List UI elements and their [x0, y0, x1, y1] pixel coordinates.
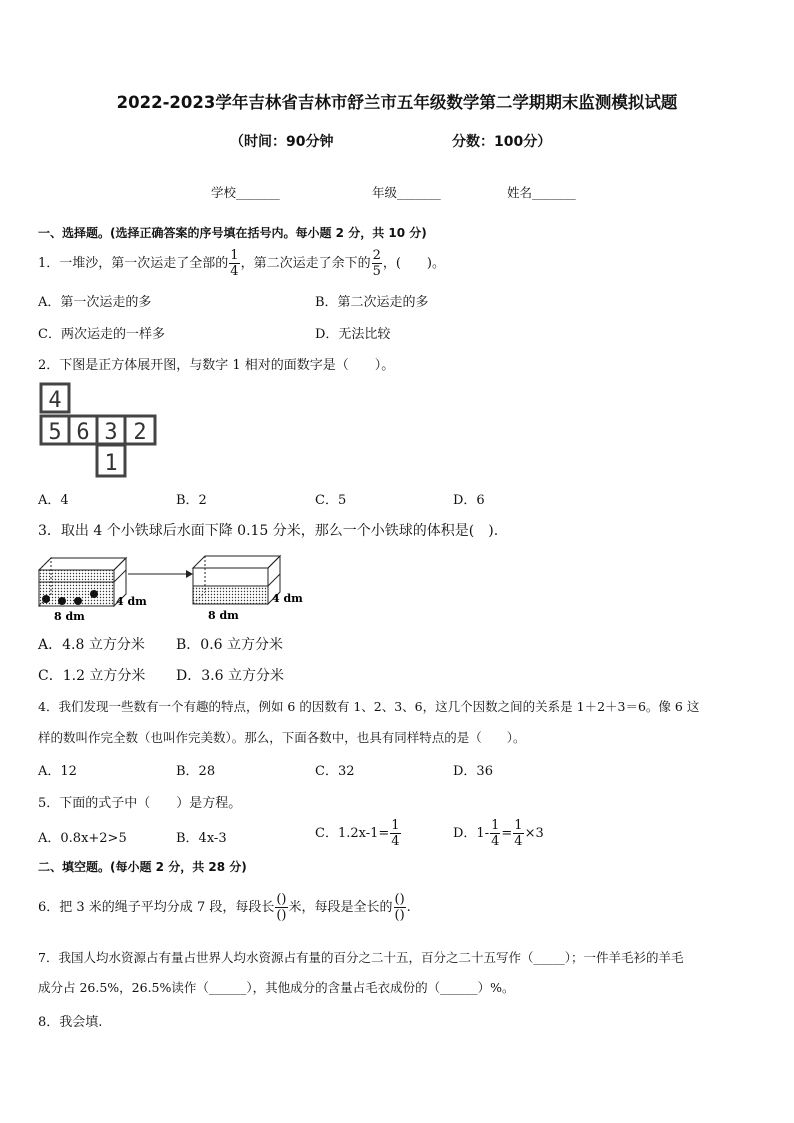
name-field: 姓名_______ — [507, 185, 576, 200]
net-number: 3 — [104, 420, 118, 445]
q4-option-c: C．32 — [315, 764, 355, 779]
question-7-line-1: 7．我国人均水资源占有量占世界人均水资源占有量的百分之二十五，百分之二十五写作（_____）；一件羊毛衫的羊毛 — [38, 950, 684, 965]
q3-option-a: A．4.8 立方分米 — [38, 637, 145, 653]
q1-option-c: C．两次运走的一样多 — [38, 327, 165, 342]
answer-fraction-blank: $\frac{()}{()}$ — [394, 892, 405, 923]
fraction: $\frac{2}{5}$ — [372, 248, 381, 279]
section-1-heading: 一、选择题。(选择正确答案的序号填在括号内。每小题 2 分，共 10 分) — [38, 226, 427, 240]
height-label: 4 dm — [272, 592, 303, 605]
tank-figure — [36, 548, 306, 624]
q1-option-b: B．第二次运走的多 — [315, 295, 429, 310]
q1-option-a: A．第一次运走的多 — [38, 295, 152, 310]
grade-field: 年级_______ — [372, 185, 441, 200]
left-tank — [39, 558, 126, 606]
net-number: 1 — [104, 451, 118, 476]
question-2: 2．下图是正方体展开图，与数字 1 相对的面数字是（ ）。 — [38, 358, 395, 373]
question-7-line-2: 成分占 26.5%，26.5%读作（______），其他成分的含量占毛衣成份的（______）%。 — [38, 980, 515, 995]
q2-option-a: A．4 — [38, 493, 69, 508]
net-number: 5 — [48, 420, 62, 445]
arrowhead-icon — [186, 570, 193, 578]
q3-option-c: C．1.2 立方分米 — [38, 668, 146, 684]
question-5: 5．下面的式子中（ ）是方程。 — [38, 796, 242, 811]
q2-option-c: C．5 — [315, 493, 347, 508]
question-1: 1．一堆沙，第一次运走了全部的 $\frac{1}{4}$ ，第二次运走了余下的 $\frac{2}{5}$ ，( )。 — [38, 248, 446, 279]
exam-time: （时间：90分钟 — [230, 134, 334, 150]
fraction: $\frac{1}{4}$ — [230, 248, 239, 279]
question-4-line-2: 样的数叫作完全数（也叫作完美数）。那么，下面各数中，也具有同样特点的是（ ）。 — [38, 730, 526, 745]
answer-fraction-blank: $\frac{()}{()}$ — [276, 892, 287, 923]
iron-ball — [90, 590, 98, 598]
q5-option-b: B．4x-3 — [176, 831, 227, 846]
fraction: $\frac{1}{4}$ — [491, 818, 500, 849]
cube-net-figure — [38, 382, 160, 480]
q4-option-a: A．12 — [38, 764, 77, 779]
iron-ball — [74, 597, 82, 605]
fraction: $\frac{1}{4}$ — [391, 818, 400, 849]
school-field: 学校_______ — [211, 185, 280, 200]
exam-score: 分数：100分） — [452, 134, 552, 150]
question-8: 8．我会填. — [38, 1015, 103, 1030]
q1-option-d: D．无法比较 — [315, 327, 391, 342]
q4-option-d: D．36 — [453, 764, 493, 779]
fraction: $\frac{1}{4}$ — [514, 818, 523, 849]
q5-option-a: A．0.8x+2>5 — [38, 831, 127, 846]
question-3: 3．取出 4 个小铁球后水面下降 0.15 分米，那么一个小铁球的体积是( ). — [38, 523, 499, 539]
q4-option-b: B．28 — [176, 764, 216, 779]
q5-option-d: D．1- $\frac{1}{4}$ = $\frac{1}{4}$ ×3 — [453, 818, 544, 849]
right-tank — [193, 556, 280, 604]
q2-option-b: B．2 — [176, 493, 207, 508]
net-number: 2 — [133, 420, 147, 445]
width-label: 8 dm — [208, 609, 239, 622]
q3-option-d: D．3.6 立方分米 — [176, 668, 284, 684]
question-6: 6．把 3 米的绳子平均分成 7 段，每段长 $\frac{()}{()}$ 米，每段是全长的 $\frac{()}{()}$ . — [38, 892, 411, 923]
width-label: 8 dm — [54, 610, 85, 623]
net-number: 6 — [76, 420, 90, 445]
iron-ball — [42, 595, 50, 603]
q2-option-d: D．6 — [453, 493, 485, 508]
page-title: 2022-2023学年吉林省吉林市舒兰市五年级数学第二学期期末监测模拟试题 — [116, 93, 678, 112]
q5-option-c: C．1.2x-1= $\frac{1}{4}$ — [315, 818, 400, 849]
net-number: 4 — [48, 388, 62, 413]
iron-ball — [58, 597, 66, 605]
q3-option-b: B．0.6 立方分米 — [176, 637, 284, 653]
question-4-line-1: 4．我们发现一些数有一个有趣的特点，例如 6 的因数有 1、2、3、6，这几个因数之间的关系是 1＋2＋3＝6。像 6 这 — [38, 699, 700, 714]
section-2-heading: 二、填空题。(每小题 2 分，共 28 分) — [38, 860, 247, 874]
height-label: 4 dm — [116, 595, 147, 608]
